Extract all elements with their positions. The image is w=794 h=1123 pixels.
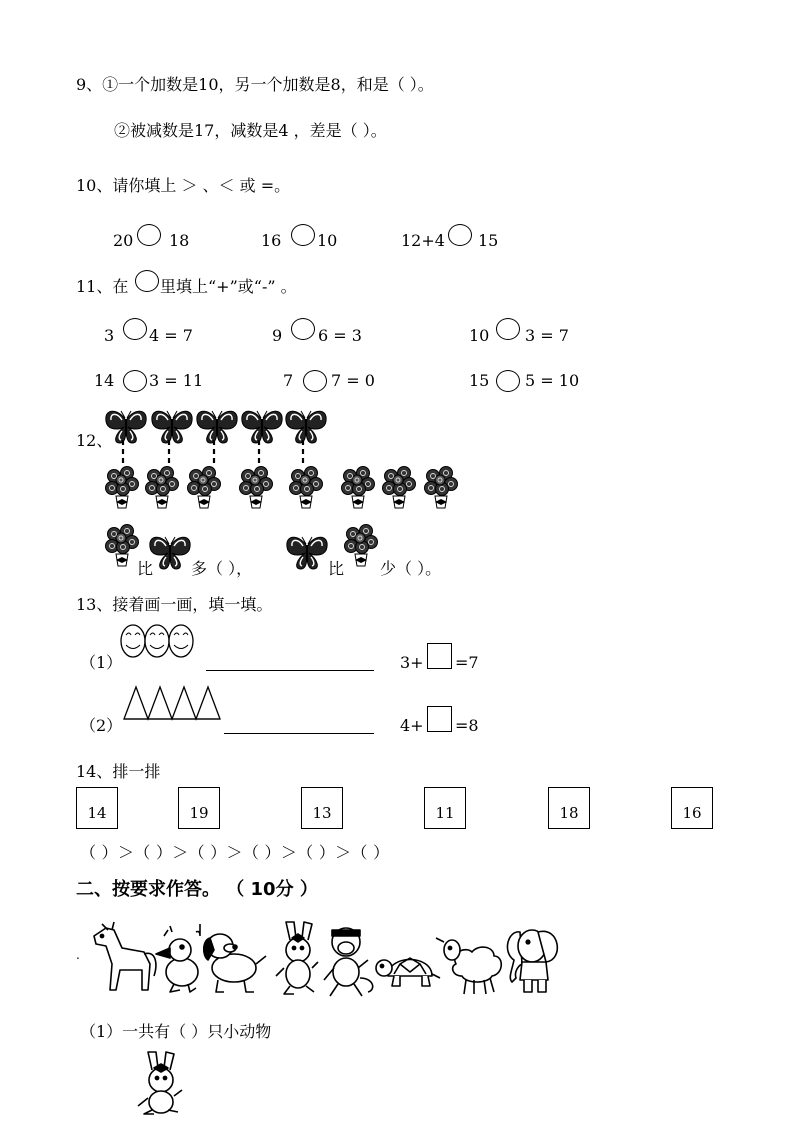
q11-item5-left: 7	[283, 371, 294, 390]
q10-item1-right: 18	[169, 231, 190, 250]
flower-icon	[425, 467, 458, 509]
elephant-icon	[507, 930, 557, 992]
q10-item2-left: 16	[261, 231, 282, 250]
q11-title-post: 里填上“+”或“-” 。	[160, 277, 297, 296]
q11-item6-left: 15	[469, 371, 490, 390]
q11-item1-left: 3	[104, 326, 115, 345]
q11-title-pre: 11、在	[76, 277, 129, 296]
butterfly-icon	[197, 411, 237, 443]
stray-dot: .	[76, 948, 80, 962]
q11-item4-right: 3 = 11	[149, 371, 204, 390]
q10-item1-left: 20	[113, 231, 134, 250]
flower-icon	[106, 525, 139, 567]
q12-label: 12、	[76, 431, 113, 450]
butterfly-row	[106, 411, 326, 443]
q11-item6-right: 5 = 10	[525, 371, 580, 390]
flower-icon	[240, 467, 273, 509]
q9-line2: ②被减数是17，减数是4 ，差是（ ）。	[114, 121, 387, 140]
butterfly-icon	[287, 537, 327, 569]
dog-icon	[204, 934, 266, 992]
butterfly-icon	[106, 411, 146, 443]
number-box: 14	[76, 787, 118, 829]
q10-item2-right: 10	[317, 231, 338, 250]
q13-row2-eq-pre: 4+	[400, 716, 424, 735]
q10-item3-left: 12+4	[401, 231, 445, 250]
q13-title: 13、接着画一画，填一填。	[76, 595, 273, 614]
q11-item3-right: 3 = 7	[525, 326, 569, 345]
q13-row1-eq-post: =7	[455, 653, 479, 672]
flower-icon	[345, 525, 378, 567]
flower-icon	[290, 467, 323, 509]
rabbit-icon	[276, 922, 318, 994]
sheep-icon	[436, 938, 501, 994]
section2-title: 二、按要求作答。 （ 10分 ）	[76, 879, 318, 900]
butterfly-icon	[150, 537, 190, 569]
q13-row1-label: （1）	[80, 653, 123, 672]
q13-row1-eq-pre: 3+	[400, 653, 424, 672]
butterfly-icon	[286, 411, 326, 443]
triangle-row	[122, 685, 224, 735]
monkey-icon	[324, 928, 373, 996]
answer-line[interactable]	[206, 670, 374, 671]
butterfly-icon	[242, 411, 282, 443]
butterfly-icon	[152, 411, 192, 443]
q11-item1-right: 4 = 7	[149, 326, 193, 345]
flower-icon	[106, 467, 139, 509]
q12-compare2-mid: 比	[328, 559, 345, 578]
number-box: 18	[548, 787, 590, 829]
flower-icon	[188, 467, 221, 509]
flower-icon	[146, 467, 179, 509]
q13-row2-eq-post: =8	[455, 716, 479, 735]
flower-icon	[383, 467, 416, 509]
horse-icon	[94, 922, 156, 990]
smiley-faces	[120, 623, 200, 661]
connector-dashes	[123, 440, 303, 464]
rabbit-icon	[132, 1050, 192, 1116]
number-box: 13	[301, 787, 343, 829]
q11-item2-left: 9	[272, 326, 283, 345]
section2-q1: （1）一共有（ ）只小动物	[80, 1022, 272, 1041]
q9-line1: 9、①一个加数是10，另一个加数是8，和是（ ）。	[76, 75, 434, 94]
q14-title: 14、排一排	[76, 762, 161, 781]
duck-icon	[156, 924, 200, 992]
q11-item3-left: 10	[469, 326, 490, 345]
number-box: 16	[671, 787, 713, 829]
number-box: 11	[424, 787, 466, 829]
q14-order-line: （ ）＞（ ）＞（ ）＞（ ）＞（ ）＞（ ）	[80, 843, 390, 862]
animal-row	[84, 920, 564, 1000]
q13-row2-label: （2）	[80, 716, 123, 735]
answer-box[interactable]	[427, 643, 452, 669]
number-box: 19	[178, 787, 220, 829]
q11-item2-right: 6 = 3	[318, 326, 362, 345]
q11-item5-right: 7 = 0	[331, 371, 375, 390]
q12-compare1-end: 多（ ），	[191, 559, 253, 578]
answer-line[interactable]	[224, 733, 374, 734]
q12-compare1-mid: 比	[137, 559, 154, 578]
turtle-icon	[376, 958, 440, 986]
q11-item4-left: 14	[94, 371, 115, 390]
flower-row	[106, 467, 458, 509]
answer-box[interactable]	[427, 706, 452, 732]
q10-item3-right: 15	[478, 231, 499, 250]
flower-icon	[342, 467, 375, 509]
q12-compare2-end: 少（ ）。	[380, 559, 442, 578]
q10-title: 10、请你填上 ＞ 、＜ 或 =。	[76, 176, 291, 195]
